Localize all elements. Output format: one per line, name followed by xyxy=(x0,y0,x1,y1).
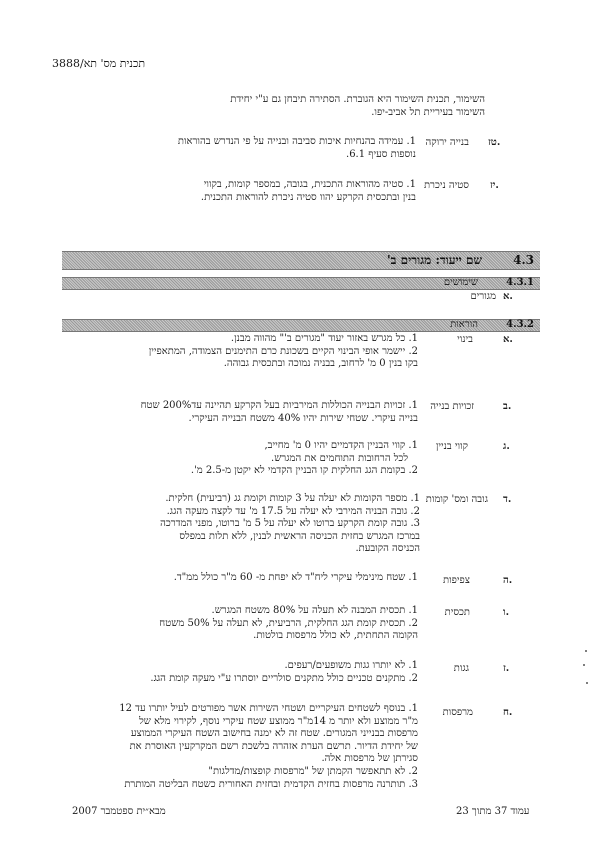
scan-speck xyxy=(586,682,588,684)
item-letter: ב. xyxy=(503,401,512,412)
item-line: בנייה עיקרי. שטחי שירות יהיו 40% משטח הבנייה העיקרי. xyxy=(188,412,418,424)
item-text xyxy=(136,179,416,204)
item-text xyxy=(100,333,418,371)
instructions-title: הוראות xyxy=(450,319,478,330)
item-line: של יחידת הדיור. תרשם הערת אזהרה בלשכת רשם המקרקעין האוסרת את xyxy=(129,740,418,752)
item-line: 1. מספר הקומות לא יעלה על 3 קומות וקומת גג (רביעית) חלקית. xyxy=(165,493,420,504)
item-label: מרפסות xyxy=(442,707,473,718)
item-line: 1. כל מגרש באזור יעוד "מגורים ב'" מהווה מבנן. xyxy=(230,333,418,344)
item-letter: יז. xyxy=(490,180,499,191)
section-title: שם ייעוד: מגורים ב' xyxy=(386,253,482,267)
intro-text xyxy=(150,94,485,119)
item-line: 1. זכויות הבנייה הכוללות המירביות בעל הקרקע תהיינה עד200% שטח xyxy=(140,400,418,411)
instructions-number: 4.3.2 xyxy=(506,319,534,330)
item-line: 1. בנוסף לשטחים העיקריים ושטחי השירות אשר מפורטים לעיל יותרו עד 12 xyxy=(119,703,418,714)
intro-line: השימור בעיריית תל אביב-יפו. xyxy=(371,106,485,118)
item-letter: טז. xyxy=(488,137,501,148)
item-line: בנין ובתכסית הקרקע יהוו סטיה ניכרת להוראות התכנית. xyxy=(200,191,416,203)
item-text xyxy=(92,400,418,425)
item-line: הקומה התחתית, לא כולל מרפסות בולטות. xyxy=(253,630,418,642)
item-line: 1. תכסית המבנה לא תעלה על 80% משטח המגרש. xyxy=(211,605,418,616)
item-line: 2. גובה הבניה המירבי לא יעלה על 17.5 מ' עד לקצה מעקה הגג. xyxy=(166,505,420,517)
item-line: מרפסות בבנייני המגורים. שטח זה לא ימנה בחישוב השטח העיקרי הממוצע xyxy=(130,728,418,740)
item-text xyxy=(74,703,418,791)
uses-band xyxy=(62,277,540,290)
item-line: 3. גובה קומת הקרקע ברוטו לא יעלה על 5 מ' ברוטו, מפני המדרכה xyxy=(160,518,420,530)
item-line: נוספות סעיף 6.1. xyxy=(346,148,416,160)
item-label: סטיה ניכרת xyxy=(423,180,469,191)
item-line: 2. יישמר אופי הבינוי הקיים בשכונת כרם התימנים הצמודה, המתאפיין xyxy=(148,345,418,357)
item-line: 2. לא תתאפשר הקמתן של "מרפסות קופצות/מדלגות" xyxy=(208,765,418,777)
scan-speck xyxy=(583,664,585,666)
item-line: 1. קווי הבניין הקדמיים יהיו 0 מ' מחייב, xyxy=(264,440,418,451)
item-letter: ה. xyxy=(503,575,513,586)
item-line: 1. שטח מינימלי עיקרי ליח"ד לא יפחת מ- 60 מ"ר כולל ממ"ד. xyxy=(173,572,418,583)
item-line: מ"ר ממוצע ולא יותר מ 14מ"ר ממוצע שטח עיקרי נוסף, לקירוי מלא של xyxy=(139,715,418,727)
item-label: גובה ומס' קומות xyxy=(425,494,488,505)
item-text xyxy=(96,493,420,556)
item-line: 1. סטיה מהוראות התכנית, בגובה, במספר קומות, בקווי xyxy=(203,179,416,190)
uses-title: שימושים xyxy=(443,277,478,288)
section-band xyxy=(62,251,540,270)
item-label: זכויות בנייה xyxy=(430,401,474,412)
scan-speck xyxy=(585,650,587,652)
section-number: 4.3 xyxy=(513,253,534,267)
item-line: במרכז המגרש בחזית הכניסה הראשית לבנין, ללא תלות במפלס xyxy=(179,530,420,542)
item-line: 2. מתקנים טכניים כולל מתקנים סולריים יוסתרו ע"י מעקה קומת הגג. xyxy=(150,672,418,684)
intro-line: השימור, תכנית השימור היא הגוברת. הסתירה תיבחן גם ע"י יחידת xyxy=(230,94,485,105)
uses-number: 4.3.1 xyxy=(506,277,534,288)
item-line: בקו בנין 0 מ' לרחוב, בבניה נמוכה ובתכסית גבוהה. xyxy=(223,358,418,370)
item-label: צפיפות xyxy=(443,575,470,586)
item-line: 3. תותרנה מרפסות בחזית הקדמית ובחזית האחורית כשטח הבליטה המותרת xyxy=(124,778,418,790)
plan-number: תכנית מס' תא/3888 xyxy=(52,57,146,70)
item-label: קווי בניין xyxy=(435,441,468,452)
item-label: בינוי xyxy=(457,334,473,345)
item-letter: ג. xyxy=(503,441,510,452)
item-label: תכסית xyxy=(444,607,470,618)
uses-letter: א. xyxy=(503,291,513,302)
uses-value: מגורים xyxy=(470,291,496,302)
item-line: 2. תכסית קומת הגג החלקית, הרביעית, לא תעלה על 50% משטח xyxy=(159,617,418,629)
item-letter: ו. xyxy=(503,607,510,618)
item-line: 1. לא יותרו גגות משופעים/רעפים. xyxy=(284,660,418,671)
item-label: בנייה ירוקה xyxy=(425,137,469,148)
item-line: הכניסה הקובעת. xyxy=(355,543,420,555)
item-line: לכל הרחובות התוחמים את המגרש. xyxy=(271,452,408,464)
item-line: סגירתן של מרפסות אלה. xyxy=(321,753,418,765)
item-text xyxy=(100,440,418,478)
item-line: 1. עמידה בהנחיות איכות סביבה ובנייה על פי הנדרש בהוראות xyxy=(177,136,416,147)
item-text xyxy=(136,136,416,161)
item-letter: ז. xyxy=(503,663,510,674)
item-line: 2. בקומת הגג החלקית קו הבניין הקדמי לא יקטן מ-2.5 מ'. xyxy=(190,465,418,477)
item-letter: א. xyxy=(503,334,513,345)
edition-date: מבא״ית ספטמבר 2007 xyxy=(72,806,166,817)
item-text xyxy=(100,572,418,585)
item-letter: ח. xyxy=(503,707,513,718)
item-text xyxy=(100,660,418,685)
instructions-band xyxy=(62,319,540,332)
item-label: גגות xyxy=(453,663,469,674)
item-text xyxy=(100,605,418,643)
item-letter: ד. xyxy=(503,494,512,505)
page-number: עמוד 37 מתוך 23 xyxy=(456,806,530,817)
